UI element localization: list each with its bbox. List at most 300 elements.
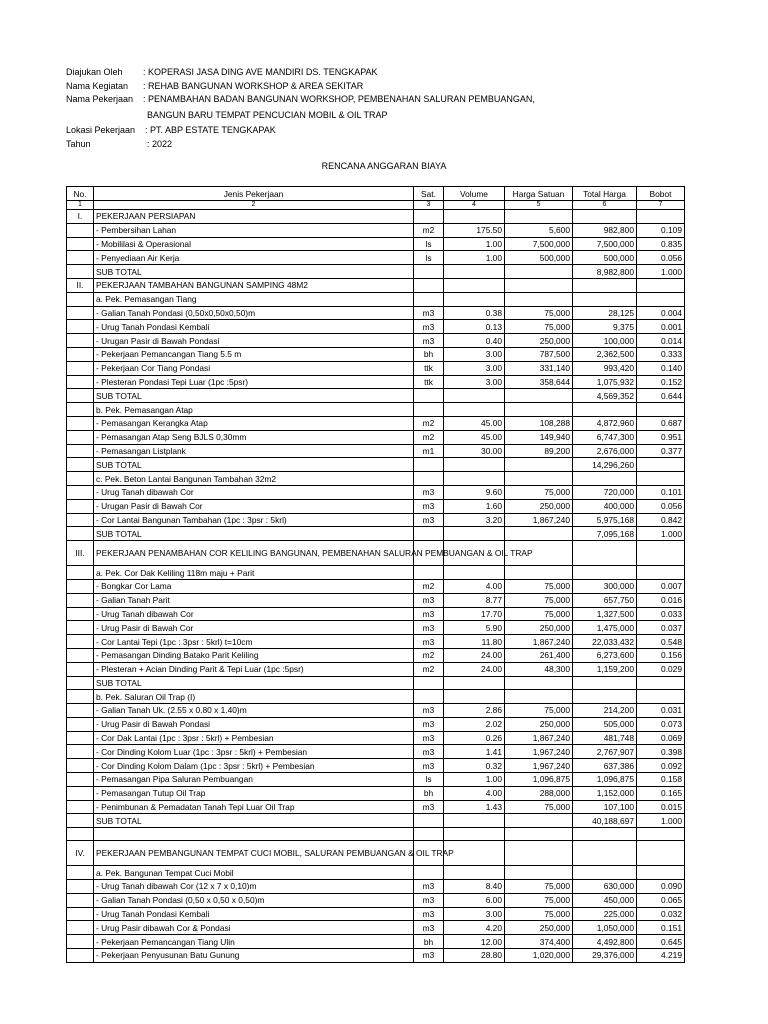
document-title: RENCANA ANGGARAN BIAYA xyxy=(321,161,447,171)
header-jenis-pekerjaan: Jenis Pekerjaan xyxy=(94,187,414,201)
cell-description: - Galian Tanah Parit xyxy=(94,593,414,607)
cell-total-price: 4,569,352 xyxy=(573,389,637,403)
cell-description: - Pekerjaan Pemancangan Tiang 5.5 m xyxy=(94,347,414,361)
cell-total-price: 637,386 xyxy=(573,759,637,773)
cell-unit-price xyxy=(505,690,573,704)
cell-description: SUB TOTAL xyxy=(94,676,414,690)
cell-description: c. Pek. Beton Lantai Bangunan Tambahan 32m2 xyxy=(94,472,414,486)
table-row xyxy=(67,893,685,907)
cell-weight: 0.645 xyxy=(637,935,685,949)
cell-unit xyxy=(414,676,444,690)
budget-table xyxy=(66,186,685,963)
cell-weight: 0.109 xyxy=(637,223,685,237)
cell-weight xyxy=(637,566,685,580)
cell-weight xyxy=(637,458,685,472)
cell-unit-price: 75,000 xyxy=(505,579,573,593)
cell-unit-price xyxy=(505,472,573,486)
cell-no xyxy=(67,745,94,759)
cell-unit-price xyxy=(505,828,573,841)
cell-total-price: 400,000 xyxy=(573,499,637,513)
cell-total-price: 6,747,300 xyxy=(573,430,637,444)
cell-weight xyxy=(637,828,685,841)
cell-total-price: 1,075,932 xyxy=(573,375,637,389)
cell-volume: 175.50 xyxy=(444,223,505,237)
cell-unit xyxy=(414,403,444,417)
cell-weight xyxy=(637,841,685,866)
cell-volume: 0.13 xyxy=(444,320,505,334)
cell-volume xyxy=(444,472,505,486)
cell-unit: m2 xyxy=(414,430,444,444)
cell-unit: m2 xyxy=(414,648,444,662)
cell-unit-price: 75,000 xyxy=(505,893,573,907)
cell-unit-price: 1,867,240 xyxy=(505,513,573,527)
cell-unit-price xyxy=(505,292,573,306)
cell-description: a. Pek. Bangunan Tempat Cuci Mobil xyxy=(94,866,414,880)
table-row xyxy=(67,513,685,527)
cell-total-price: 107,100 xyxy=(573,800,637,814)
table-row xyxy=(67,541,685,566)
cell-unit-price: 149,940 xyxy=(505,430,573,444)
cell-unit-price xyxy=(505,210,573,224)
cell-unit xyxy=(414,828,444,841)
cell-weight: 0.158 xyxy=(637,773,685,787)
cell-description: - Pemasangan Dinding Batako Parit Keliling xyxy=(94,648,414,662)
cell-unit: m3 xyxy=(414,949,444,963)
cell-no xyxy=(67,800,94,814)
cell-volume: 17.70 xyxy=(444,607,505,621)
table-row xyxy=(67,907,685,921)
cell-total-price: 22,033,432 xyxy=(573,635,637,649)
table-row xyxy=(67,593,685,607)
kegiatan-value: : REHAB BANGUNAN WORKSHOP & AREA SEKITAR xyxy=(143,80,364,91)
cell-no xyxy=(67,949,94,963)
cell-volume: 0.26 xyxy=(444,731,505,745)
cell-volume: 8.77 xyxy=(444,593,505,607)
cell-volume: 4.00 xyxy=(444,786,505,800)
cell-volume: 4.00 xyxy=(444,579,505,593)
cell-no xyxy=(67,444,94,458)
cell-description: - Cor Dinding Kolom Luar (1pc : 3psr : 5krl) + Pembesian xyxy=(94,745,414,759)
cell-unit xyxy=(414,278,444,292)
cell-unit: m3 xyxy=(414,800,444,814)
cell-volume: 11.80 xyxy=(444,635,505,649)
table-row xyxy=(67,717,685,731)
table-row xyxy=(67,485,685,499)
cell-no xyxy=(67,566,94,580)
cell-volume xyxy=(444,690,505,704)
cell-description: - Pekerjaan Cor Tiang Pondasi xyxy=(94,361,414,375)
cell-unit-price: 1,096,875 xyxy=(505,773,573,787)
cell-unit-price xyxy=(505,458,573,472)
cell-unit: m3 xyxy=(414,593,444,607)
cell-no xyxy=(67,458,94,472)
header-bobot: Bobot xyxy=(637,187,685,201)
cell-unit-price: 331,140 xyxy=(505,361,573,375)
table-row xyxy=(67,265,685,279)
pekerjaan-value: : PENAMBAHAN BADAN BANGUNAN WORKSHOP, PEMBENAHAN SALURAN PEMBUANGAN, xyxy=(143,94,535,105)
cell-unit-price: 89,200 xyxy=(505,444,573,458)
cell-unit: m3 xyxy=(414,334,444,348)
cell-unit-price xyxy=(505,265,573,279)
cell-no xyxy=(67,593,94,607)
cell-description: - Pemasangan Pipa Saluran Pembuangan xyxy=(94,773,414,787)
cell-weight: 0.056 xyxy=(637,251,685,265)
cell-description: - Mobililasi & Operasional xyxy=(94,237,414,251)
cell-total-price: 40,188,697 xyxy=(573,814,637,828)
cell-total-price: 225,000 xyxy=(573,907,637,921)
cell-unit: m3 xyxy=(414,621,444,635)
cell-volume xyxy=(444,403,505,417)
cell-volume: 2.86 xyxy=(444,704,505,718)
cell-weight: 1.000 xyxy=(637,814,685,828)
cell-no: I. xyxy=(67,210,94,224)
column-number-row xyxy=(67,201,685,210)
cell-unit-price: 75,000 xyxy=(505,320,573,334)
cell-total-price xyxy=(573,690,637,704)
table-row xyxy=(67,237,685,251)
cell-unit: m3 xyxy=(414,607,444,621)
cell-total-price xyxy=(573,676,637,690)
cell-unit: m2 xyxy=(414,662,444,676)
cell-unit-price: 374,400 xyxy=(505,935,573,949)
pekerjaan-label: Nama Pekerjaan xyxy=(66,94,134,105)
cell-weight: 0.165 xyxy=(637,786,685,800)
cell-no xyxy=(67,320,94,334)
cell-total-price: 993,420 xyxy=(573,361,637,375)
cell-total-price: 657,750 xyxy=(573,593,637,607)
cell-unit xyxy=(414,527,444,541)
cell-description: SUB TOTAL xyxy=(94,814,414,828)
table-row xyxy=(67,866,685,880)
cell-unit: ttk xyxy=(414,375,444,389)
cell-total-price xyxy=(573,828,637,841)
cell-description: a. Pek. Pemasangan Tiang xyxy=(94,292,414,306)
cell-unit-price: 75,000 xyxy=(505,485,573,499)
cell-volume: 1.00 xyxy=(444,773,505,787)
cell-no xyxy=(67,704,94,718)
cell-no xyxy=(67,251,94,265)
cell-total-price: 500,000 xyxy=(573,251,637,265)
cell-volume: 28.80 xyxy=(444,949,505,963)
pekerjaan-value-line2: BANGUN BARU TEMPAT PENCUCIAN MOBIL & OIL TRAP xyxy=(147,109,388,120)
cell-unit-price: 75,000 xyxy=(505,593,573,607)
cell-description: - Plesteran + Acian Dinding Parit & Tepi Luar (1pc :5psr) xyxy=(94,662,414,676)
cell-volume xyxy=(444,866,505,880)
table-row xyxy=(67,527,685,541)
cell-volume xyxy=(444,458,505,472)
cell-no xyxy=(67,759,94,773)
cell-weight: 0.007 xyxy=(637,579,685,593)
col-number: 4 xyxy=(444,201,505,210)
table-row xyxy=(67,210,685,224)
diajukan-value: : KOPERASI JASA DING AVE MANDIRI DS. TENGKAPAK xyxy=(143,67,378,77)
cell-weight: 0.092 xyxy=(637,759,685,773)
cell-volume: 1.60 xyxy=(444,499,505,513)
cell-weight: 0.548 xyxy=(637,635,685,649)
cell-total-price: 720,000 xyxy=(573,485,637,499)
cell-unit: m3 xyxy=(414,320,444,334)
cell-unit-price xyxy=(505,676,573,690)
cell-unit-price xyxy=(505,814,573,828)
cell-no xyxy=(67,375,94,389)
cell-unit-price: 7,500,000 xyxy=(505,237,573,251)
col-number: 6 xyxy=(573,201,637,210)
cell-unit: bh xyxy=(414,347,444,361)
cell-total-price: 300,000 xyxy=(573,579,637,593)
table-row xyxy=(67,935,685,949)
table-row xyxy=(67,704,685,718)
cell-no: IV. xyxy=(67,841,94,866)
cell-unit: m3 xyxy=(414,499,444,513)
cell-total-price: 14,296,260 xyxy=(573,458,637,472)
cell-no xyxy=(67,690,94,704)
header-row-lokasi xyxy=(66,124,535,138)
cell-volume: 30.00 xyxy=(444,444,505,458)
cell-description: - Pemasangan Atap Seng BJLS 0,30mm xyxy=(94,430,414,444)
cell-no xyxy=(67,223,94,237)
table-row xyxy=(67,662,685,676)
cell-weight xyxy=(637,676,685,690)
cell-volume xyxy=(444,292,505,306)
cell-no xyxy=(67,773,94,787)
table-row xyxy=(67,223,685,237)
cell-description: - Pekerjaan Penyusunan Batu Gunung xyxy=(94,949,414,963)
cell-weight: 0.842 xyxy=(637,513,685,527)
cell-volume xyxy=(444,676,505,690)
cell-description: - Galian Tanah Uk. (2.55 x 0.80 x 1.40)m xyxy=(94,704,414,718)
cell-total-price: 1,096,875 xyxy=(573,773,637,787)
cell-description: - Penimbunan & Pemadatan Tanah Tepi Luar Oil Trap xyxy=(94,800,414,814)
cell-no: III. xyxy=(67,541,94,566)
cell-weight: 0.073 xyxy=(637,717,685,731)
cell-unit-price: 787,500 xyxy=(505,347,573,361)
cell-unit xyxy=(414,472,444,486)
cell-unit: m3 xyxy=(414,759,444,773)
cell-volume: 3.00 xyxy=(444,361,505,375)
cell-unit-price xyxy=(505,841,573,866)
table-row xyxy=(67,375,685,389)
cell-description: - Bongkar Cor Lama xyxy=(94,579,414,593)
cell-no xyxy=(67,472,94,486)
cell-weight: 0.029 xyxy=(637,662,685,676)
cell-unit: ls xyxy=(414,773,444,787)
cell-unit: m2 xyxy=(414,416,444,430)
cell-unit xyxy=(414,292,444,306)
cell-weight: 0.065 xyxy=(637,893,685,907)
cell-no xyxy=(67,347,94,361)
cell-description: - Pekerjaan Pemancangan Tiang Ulin xyxy=(94,935,414,949)
cell-volume xyxy=(444,210,505,224)
table-row xyxy=(67,278,685,292)
table-row xyxy=(67,621,685,635)
cell-no xyxy=(67,416,94,430)
table-row xyxy=(67,334,685,348)
cell-total-price: 29,376,000 xyxy=(573,949,637,963)
cell-unit-price: 250,000 xyxy=(505,499,573,513)
header-harga-satuan: Harga Satuan xyxy=(505,187,573,201)
header-row-pekerjaan xyxy=(66,93,535,107)
cell-no xyxy=(67,921,94,935)
cell-weight: 0.835 xyxy=(637,237,685,251)
cell-total-price: 9,375 xyxy=(573,320,637,334)
cell-weight: 0.140 xyxy=(637,361,685,375)
cell-unit-price xyxy=(505,527,573,541)
cell-weight xyxy=(637,690,685,704)
header-row-tahun xyxy=(66,138,535,152)
cell-description: b. Pek. Saluran Oil Trap (I) xyxy=(94,690,414,704)
table-row xyxy=(67,607,685,621)
col-number: 5 xyxy=(505,201,573,210)
table-row xyxy=(67,499,685,513)
cell-weight: 0.069 xyxy=(637,731,685,745)
cell-weight xyxy=(637,278,685,292)
cell-weight: 0.951 xyxy=(637,430,685,444)
cell-description: - Pemasangan Kerangka Atap xyxy=(94,416,414,430)
cell-no xyxy=(67,579,94,593)
cell-total-price: 1,159,200 xyxy=(573,662,637,676)
cell-weight: 0.016 xyxy=(637,593,685,607)
cell-weight: 0.398 xyxy=(637,745,685,759)
cell-unit-price: 75,000 xyxy=(505,607,573,621)
cell-description: - Cor Dinding Kolom Dalam (1pc : 3psr : 5krl) + Pembesian xyxy=(94,759,414,773)
cell-no xyxy=(67,485,94,499)
cell-volume xyxy=(444,814,505,828)
cell-total-price: 481,748 xyxy=(573,731,637,745)
cell-unit-price xyxy=(505,389,573,403)
cell-unit: m3 xyxy=(414,880,444,894)
table-row xyxy=(67,430,685,444)
cell-no xyxy=(67,717,94,731)
cell-total-price xyxy=(573,278,637,292)
cell-weight: 0.333 xyxy=(637,347,685,361)
table-row xyxy=(67,800,685,814)
cell-description: SUB TOTAL xyxy=(94,458,414,472)
header-satuan: Sat. xyxy=(414,187,444,201)
table-header-row xyxy=(67,187,685,201)
cell-no xyxy=(67,361,94,375)
table-row xyxy=(67,320,685,334)
header-row-pekerjaan-continued xyxy=(66,109,535,123)
cell-unit-price: 1,867,240 xyxy=(505,635,573,649)
cell-no: II. xyxy=(67,278,94,292)
cell-unit-price: 250,000 xyxy=(505,334,573,348)
table-row xyxy=(67,648,685,662)
cell-weight xyxy=(637,472,685,486)
cell-unit xyxy=(414,389,444,403)
col-number: 1 xyxy=(67,201,94,210)
document-header xyxy=(66,66,535,152)
cell-volume: 4.20 xyxy=(444,921,505,935)
cell-unit: m3 xyxy=(414,704,444,718)
cell-description: - Pemasangan Listplank xyxy=(94,444,414,458)
cell-volume: 2.02 xyxy=(444,717,505,731)
cell-total-price: 214,200 xyxy=(573,704,637,718)
cell-unit-price: 75,000 xyxy=(505,306,573,320)
cell-volume: 8.40 xyxy=(444,880,505,894)
cell-total-price: 5,975,168 xyxy=(573,513,637,527)
cell-total-price: 2,676,000 xyxy=(573,444,637,458)
cell-description: - Cor Lantai Tepi (1pc : 3psr : 5krl) t=10cm xyxy=(94,635,414,649)
cell-unit: ls xyxy=(414,237,444,251)
cell-total-price: 630,000 xyxy=(573,880,637,894)
cell-unit-price: 75,000 xyxy=(505,907,573,921)
cell-weight: 0.032 xyxy=(637,907,685,921)
lokasi-value: : PT. ABP ESTATE TENGKAPAK xyxy=(145,125,276,136)
header-no: No. xyxy=(67,187,94,201)
cell-unit-price: 261,400 xyxy=(505,648,573,662)
cell-total-price xyxy=(573,403,637,417)
cell-weight: 0.156 xyxy=(637,648,685,662)
cell-unit: m2 xyxy=(414,579,444,593)
cell-unit-price: 75,000 xyxy=(505,704,573,718)
col-number: 2 xyxy=(94,201,414,210)
cell-weight: 0.056 xyxy=(637,499,685,513)
cell-total-price: 982,800 xyxy=(573,223,637,237)
diajukan-label: Diajukan Oleh xyxy=(66,67,123,77)
table-row xyxy=(67,566,685,580)
cell-no xyxy=(67,880,94,894)
cell-weight xyxy=(637,866,685,880)
cell-weight: 0.152 xyxy=(637,375,685,389)
cell-unit: m3 xyxy=(414,893,444,907)
cell-total-price xyxy=(573,541,637,566)
cell-unit-price: 75,000 xyxy=(505,880,573,894)
table-row xyxy=(67,635,685,649)
table-body xyxy=(67,210,685,963)
cell-no xyxy=(67,635,94,649)
cell-description: - Urug Tanah dibawah Cor xyxy=(94,607,414,621)
col-number: 3 xyxy=(414,201,444,210)
cell-unit xyxy=(414,866,444,880)
cell-unit-price xyxy=(505,278,573,292)
cell-total-price: 1,327,500 xyxy=(573,607,637,621)
cell-unit: m3 xyxy=(414,921,444,935)
cell-total-price: 4,492,800 xyxy=(573,935,637,949)
cell-unit xyxy=(414,814,444,828)
cell-total-price: 1,050,000 xyxy=(573,921,637,935)
cell-unit-price: 1,967,240 xyxy=(505,745,573,759)
cell-unit-price: 48,300 xyxy=(505,662,573,676)
cell-description: - Pemasangan Tutup Oil Trap xyxy=(94,786,414,800)
cell-description: - Galian Tanah Pondasi (0,50 x 0,50 x 0,50)m xyxy=(94,893,414,907)
cell-total-price: 7,095,168 xyxy=(573,527,637,541)
cell-unit: m3 xyxy=(414,731,444,745)
cell-unit-price xyxy=(505,866,573,880)
cell-weight: 0.015 xyxy=(637,800,685,814)
cell-weight: 0.377 xyxy=(637,444,685,458)
cell-no xyxy=(67,866,94,880)
cell-unit-price xyxy=(505,566,573,580)
cell-total-price xyxy=(573,292,637,306)
header-volume: Volume xyxy=(444,187,505,201)
cell-unit-price: 1,967,240 xyxy=(505,759,573,773)
cell-total-price xyxy=(573,472,637,486)
table-row xyxy=(67,292,685,306)
cell-no xyxy=(67,306,94,320)
table-row xyxy=(67,579,685,593)
cell-total-price xyxy=(573,566,637,580)
tahun-label: Tahun xyxy=(66,138,91,149)
cell-unit-price: 1,020,000 xyxy=(505,949,573,963)
cell-unit: m3 xyxy=(414,907,444,921)
cell-volume xyxy=(444,278,505,292)
table-row xyxy=(67,444,685,458)
cell-description: - Penyediaan Air Kerja xyxy=(94,251,414,265)
cell-weight: 0.001 xyxy=(637,320,685,334)
cell-weight: 0.014 xyxy=(637,334,685,348)
cell-unit: bh xyxy=(414,935,444,949)
cell-weight: 0.090 xyxy=(637,880,685,894)
